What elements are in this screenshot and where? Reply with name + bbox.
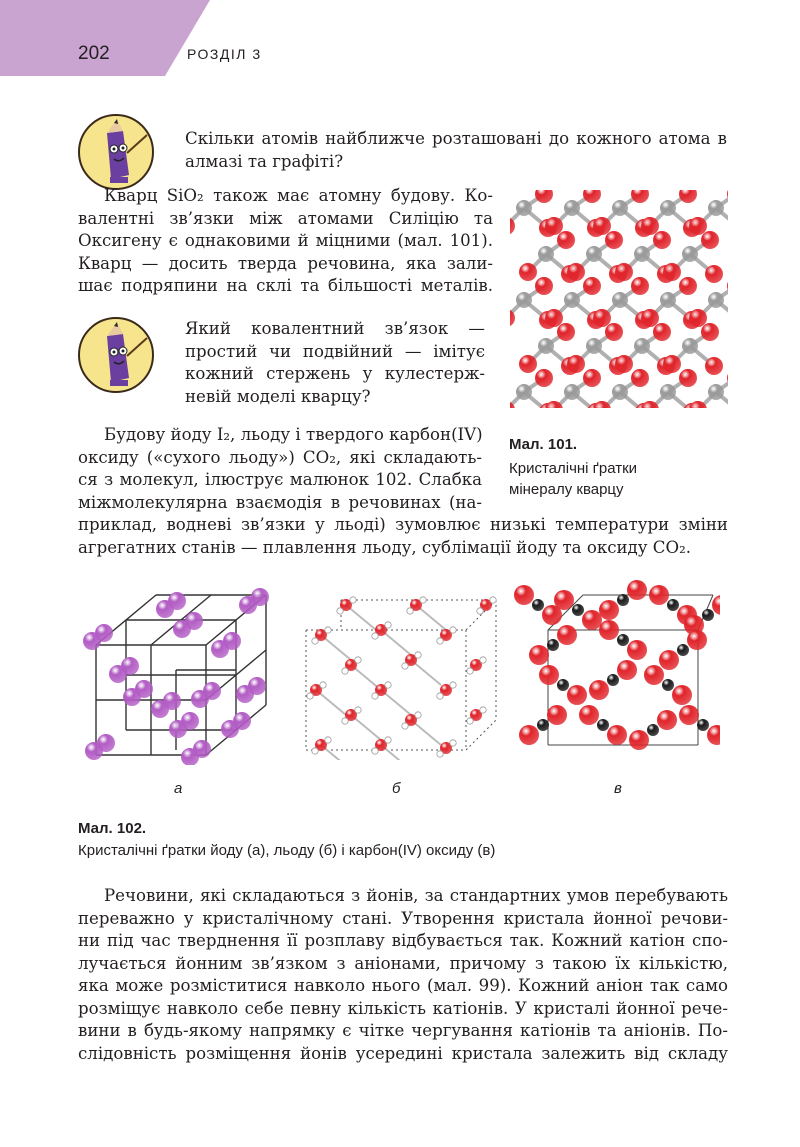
silicon-atom xyxy=(708,384,724,400)
ice-lattice-image xyxy=(296,590,501,760)
question-1-line: Скільки атомів найближче розташовані до кожного атома в xyxy=(185,129,727,148)
carbon-atom xyxy=(677,644,689,656)
figure-102-label-b: б xyxy=(392,780,401,797)
paragraph-3-line: ни під час тверднення її розплаву відбувається так. Кожний катіон спо- xyxy=(78,931,728,950)
silicon-atom xyxy=(708,292,724,308)
oxygen-atom xyxy=(519,725,539,745)
iodine-atom xyxy=(121,657,139,675)
oxygen-atom xyxy=(554,590,574,610)
oxygen-atom xyxy=(557,625,577,645)
silicon-atom xyxy=(634,338,650,354)
oxygen-atom xyxy=(599,600,619,620)
oxygen-atom xyxy=(659,650,679,670)
oxygen-atom xyxy=(539,665,559,685)
oxygen-atom xyxy=(557,323,575,341)
iodine-atom xyxy=(248,677,266,695)
oxygen-atom xyxy=(547,705,567,725)
oxygen-atom xyxy=(615,263,633,281)
silicon-atom xyxy=(682,338,698,354)
quartz-lattice-image xyxy=(510,190,728,408)
paragraph-1-line: шає подряпини на склі та більшості металів. xyxy=(78,276,493,295)
oxygen-atom xyxy=(653,231,671,249)
question-2 xyxy=(185,318,485,408)
hydrogen-atom xyxy=(402,723,408,729)
oxygen-atom xyxy=(631,277,649,295)
oxygen-atom xyxy=(617,660,637,680)
silicon-atom xyxy=(538,338,554,354)
oxygen-atom xyxy=(672,685,692,705)
paragraph-2-line: міжмолекулярна взаємодія в речовинах (на- xyxy=(78,492,482,512)
figure-101-caption-line: Кристалічні ґратки xyxy=(509,460,638,477)
figure-102-label-c: в xyxy=(614,780,622,797)
hydrogen-atom xyxy=(385,737,391,743)
oxygen-atom xyxy=(519,355,537,373)
hydrogen-atom xyxy=(312,638,318,644)
figure-102-label-a: а xyxy=(174,780,183,797)
figure-102-title: Мал. 102. xyxy=(78,820,147,837)
paragraph-3-line: яка може розміститися навколо нього (мал. 99). Кожний аніон так само xyxy=(78,976,728,995)
figure-101-caption-line: мінералу кварцу xyxy=(509,481,624,498)
paragraph-1-line: Кварц SiO₂ також має атомну будову. Ко- xyxy=(104,186,493,205)
silicon-atom xyxy=(660,292,676,308)
hydrogen-atom xyxy=(325,737,331,743)
carbon-atom xyxy=(597,719,609,731)
carbon-atom xyxy=(547,639,559,651)
oxygen-atom xyxy=(663,263,681,281)
silicon-atom xyxy=(586,338,602,354)
oxygen-atom xyxy=(605,231,623,249)
oxygen-atom xyxy=(644,665,664,685)
hydrogen-atom xyxy=(480,707,486,713)
paragraph-2-line: агрегатних станів — плавлення льоду, сублімації йоду та оксиду CO₂. xyxy=(78,537,692,557)
carbon-atom xyxy=(617,594,629,606)
hydrogen-atom xyxy=(490,597,496,603)
paragraph-1-line: Кварц — досить тверда речовина, яка зали- xyxy=(78,253,493,273)
hydrogen-atom xyxy=(385,682,391,688)
silicon-atom xyxy=(538,246,554,262)
silicon-atom xyxy=(612,292,628,308)
oxygen-atom xyxy=(582,610,602,630)
oxygen-atom xyxy=(631,369,649,387)
carbon-atom xyxy=(572,604,584,616)
oxygen-atom xyxy=(701,231,719,249)
paragraph-2-bottom xyxy=(78,514,728,559)
paragraph-2-top xyxy=(78,424,482,514)
paragraph-2-line: ся з молекул, ілюструє малюнок 102. Слабка xyxy=(78,470,482,489)
iodine-atom xyxy=(223,632,241,650)
oxygen-atom xyxy=(545,217,563,235)
figure-101-caption xyxy=(509,458,637,500)
oxygen-atom xyxy=(653,323,671,341)
hydrogen-atom xyxy=(350,597,356,603)
oxygen-atom xyxy=(607,725,627,745)
hydrogen-atom xyxy=(385,622,391,628)
oxygen-atom xyxy=(679,277,697,295)
oxygen-atom xyxy=(641,309,659,327)
oxygen-atom xyxy=(657,710,677,730)
oxygen-atom xyxy=(705,265,723,283)
carbon-atom xyxy=(557,679,569,691)
oxygen-atom xyxy=(567,263,585,281)
iodine-atom xyxy=(97,734,115,752)
hydrogen-atom xyxy=(312,748,318,754)
hydrogen-atom xyxy=(372,748,378,754)
hydrogen-atom xyxy=(415,652,421,658)
silicon-atom xyxy=(586,246,602,262)
carbon-atom xyxy=(617,634,629,646)
oxygen-atom xyxy=(589,680,609,700)
silicon-atom xyxy=(564,292,580,308)
silicon-atom xyxy=(516,200,532,216)
iodine-atom xyxy=(185,612,203,630)
iodine-atom xyxy=(135,680,153,698)
hydrogen-atom xyxy=(450,627,456,633)
hydrogen-atom xyxy=(337,608,343,614)
oxygen-atom xyxy=(629,730,649,750)
oxygen-atom xyxy=(627,640,647,660)
silicon-atom xyxy=(660,384,676,400)
oxygen-atom xyxy=(599,620,619,640)
hydrogen-atom xyxy=(437,638,443,644)
question-2-line: невій моделі кварцу? xyxy=(185,386,371,406)
iodine-atom xyxy=(95,624,113,642)
hydrogen-atom xyxy=(320,682,326,688)
hydrogen-atom xyxy=(407,608,413,614)
hydrogen-atom xyxy=(437,693,443,699)
oxygen-atom xyxy=(583,369,601,387)
hydrogen-atom xyxy=(467,718,473,724)
iodine-atom xyxy=(181,712,199,730)
silicon-atom xyxy=(612,384,628,400)
question-1-line: алмазі та графіті? xyxy=(185,151,344,171)
oxygen-atom xyxy=(605,323,623,341)
section-title: РОЗДІЛ 3 xyxy=(187,46,262,62)
paragraph-3-line: переважно у кристалічному стані. Утворення кристала йонної речови- xyxy=(78,908,728,928)
carbon-atom xyxy=(607,674,619,686)
carbon-atom xyxy=(697,719,709,731)
hydrogen-atom xyxy=(372,633,378,639)
oxygen-atom xyxy=(627,580,647,600)
silicon-atom xyxy=(564,384,580,400)
hydrogen-atom xyxy=(325,627,331,633)
silicon-atom xyxy=(612,200,628,216)
carbon-atom xyxy=(647,724,659,736)
silicon-atom xyxy=(516,292,532,308)
hydrogen-atom xyxy=(355,657,361,663)
silicon-atom xyxy=(708,200,724,216)
oxygen-atom xyxy=(535,369,553,387)
pencil-mascot-icon xyxy=(77,113,155,191)
hydrogen-atom xyxy=(355,707,361,713)
silicon-atom xyxy=(516,384,532,400)
oxygen-atom xyxy=(689,309,707,327)
oxygen-atom xyxy=(583,190,601,203)
figure-102-caption: Кристалічні ґратки йоду (а), льоду (б) і карбон(IV) оксиду (в) xyxy=(78,842,496,859)
oxygen-atom xyxy=(593,217,611,235)
hydrogen-atom xyxy=(307,693,313,699)
iodine-atom xyxy=(203,682,221,700)
paragraph-3-line: лучається йонним зв’язком з аніонами, причому з такою їх кількістю, xyxy=(78,953,728,973)
oxygen-atom xyxy=(529,645,549,665)
oxygen-atom xyxy=(514,585,534,605)
oxygen-atom xyxy=(712,595,720,615)
oxygen-atom xyxy=(679,705,699,725)
page-number: 202 xyxy=(78,43,110,64)
paragraph-3 xyxy=(78,885,728,1065)
hydrogen-atom xyxy=(372,693,378,699)
silicon-atom xyxy=(660,200,676,216)
silicon-atom xyxy=(634,246,650,262)
iodine-atom xyxy=(163,692,181,710)
question-1 xyxy=(185,128,727,173)
hydrogen-atom xyxy=(415,712,421,718)
paragraph-1-line: валентні зв’язки між атомами Силіцію та xyxy=(78,208,493,228)
oxygen-atom xyxy=(689,217,707,235)
iodine-lattice-image xyxy=(76,575,286,765)
paragraph-2-line: оксиду («сухого льоду») CO₂, які складають- xyxy=(78,447,482,467)
carbon-atom xyxy=(667,599,679,611)
paragraph-1 xyxy=(78,185,493,298)
paragraph-2-line: приклад, водневі зв’язки у льоді) зумовлює низькі температури зміни xyxy=(78,515,728,534)
question-2-line: кожний стержень у кулестерж- xyxy=(185,364,485,383)
hydrogen-atom xyxy=(477,608,483,614)
oxygen-atom xyxy=(631,190,649,203)
paragraph-3-line: слідовність розміщення йонів усередині кристала залежить від складу xyxy=(78,1043,728,1063)
oxygen-atom xyxy=(545,309,563,327)
oxygen-atom xyxy=(705,357,723,375)
paragraph-3-line: Речовини, які складаються з йонів, за стандартних умов перебувають xyxy=(104,886,728,905)
pencil-mascot-icon xyxy=(77,316,155,394)
oxygen-atom xyxy=(519,263,537,281)
figure-101-title: Мал. 101. xyxy=(509,436,578,453)
oxygen-atom xyxy=(679,369,697,387)
question-2-line: Який ковалентний зв’язок — xyxy=(185,319,485,338)
oxygen-atom xyxy=(707,725,720,745)
oxygen-atom xyxy=(567,355,585,373)
paragraph-3-line: розміщує навколо себе певну кількість катіонів. У кристалі йонної рече- xyxy=(78,998,728,1018)
hydrogen-atom xyxy=(467,668,473,674)
hydrogen-atom xyxy=(450,740,456,746)
oxygen-atom xyxy=(615,355,633,373)
oxygen-atom xyxy=(679,190,697,203)
paragraph-2-line: Будову йоду I₂, льоду і твердого карбон(IV) xyxy=(104,425,483,444)
hydrogen-atom xyxy=(480,657,486,663)
oxygen-atom xyxy=(649,585,669,605)
question-2-line: простий чи подвійний — імітує xyxy=(185,341,485,361)
oxygen-atom xyxy=(535,190,553,203)
oxygen-atom xyxy=(583,277,601,295)
carbon-atom xyxy=(702,609,714,621)
oxygen-atom xyxy=(593,309,611,327)
carbon-atom xyxy=(532,599,544,611)
oxygen-atom xyxy=(701,323,719,341)
oxygen-atom xyxy=(567,685,587,705)
oxygen-atom xyxy=(663,355,681,373)
oxygen-atom xyxy=(557,231,575,249)
oxygen-atom xyxy=(579,705,599,725)
oxygen-atom xyxy=(687,630,707,650)
hydrogen-atom xyxy=(342,718,348,724)
oxygen-atom xyxy=(641,217,659,235)
hydrogen-atom xyxy=(402,663,408,669)
silicon-atom xyxy=(682,246,698,262)
oxygen-atom xyxy=(535,277,553,295)
carbon-atom xyxy=(537,719,549,731)
iodine-atom xyxy=(193,740,211,758)
carbon-atom xyxy=(662,679,674,691)
hydrogen-atom xyxy=(342,668,348,674)
paragraph-1-line: Оксигену є однаковими й міцними (мал. 101). xyxy=(78,231,493,250)
hydrogen-atom xyxy=(437,751,443,757)
iodine-atom xyxy=(168,592,186,610)
hydrogen-atom xyxy=(450,682,456,688)
iodine-atom xyxy=(233,712,251,730)
iodine-atom xyxy=(251,588,269,606)
hydrogen-atom xyxy=(420,597,426,603)
silicon-atom xyxy=(564,200,580,216)
paragraph-3-line: вини в будь-якому напрямку є чітке чергування катіонів та аніонів. По- xyxy=(78,1021,728,1040)
co2-lattice-image xyxy=(513,575,720,760)
